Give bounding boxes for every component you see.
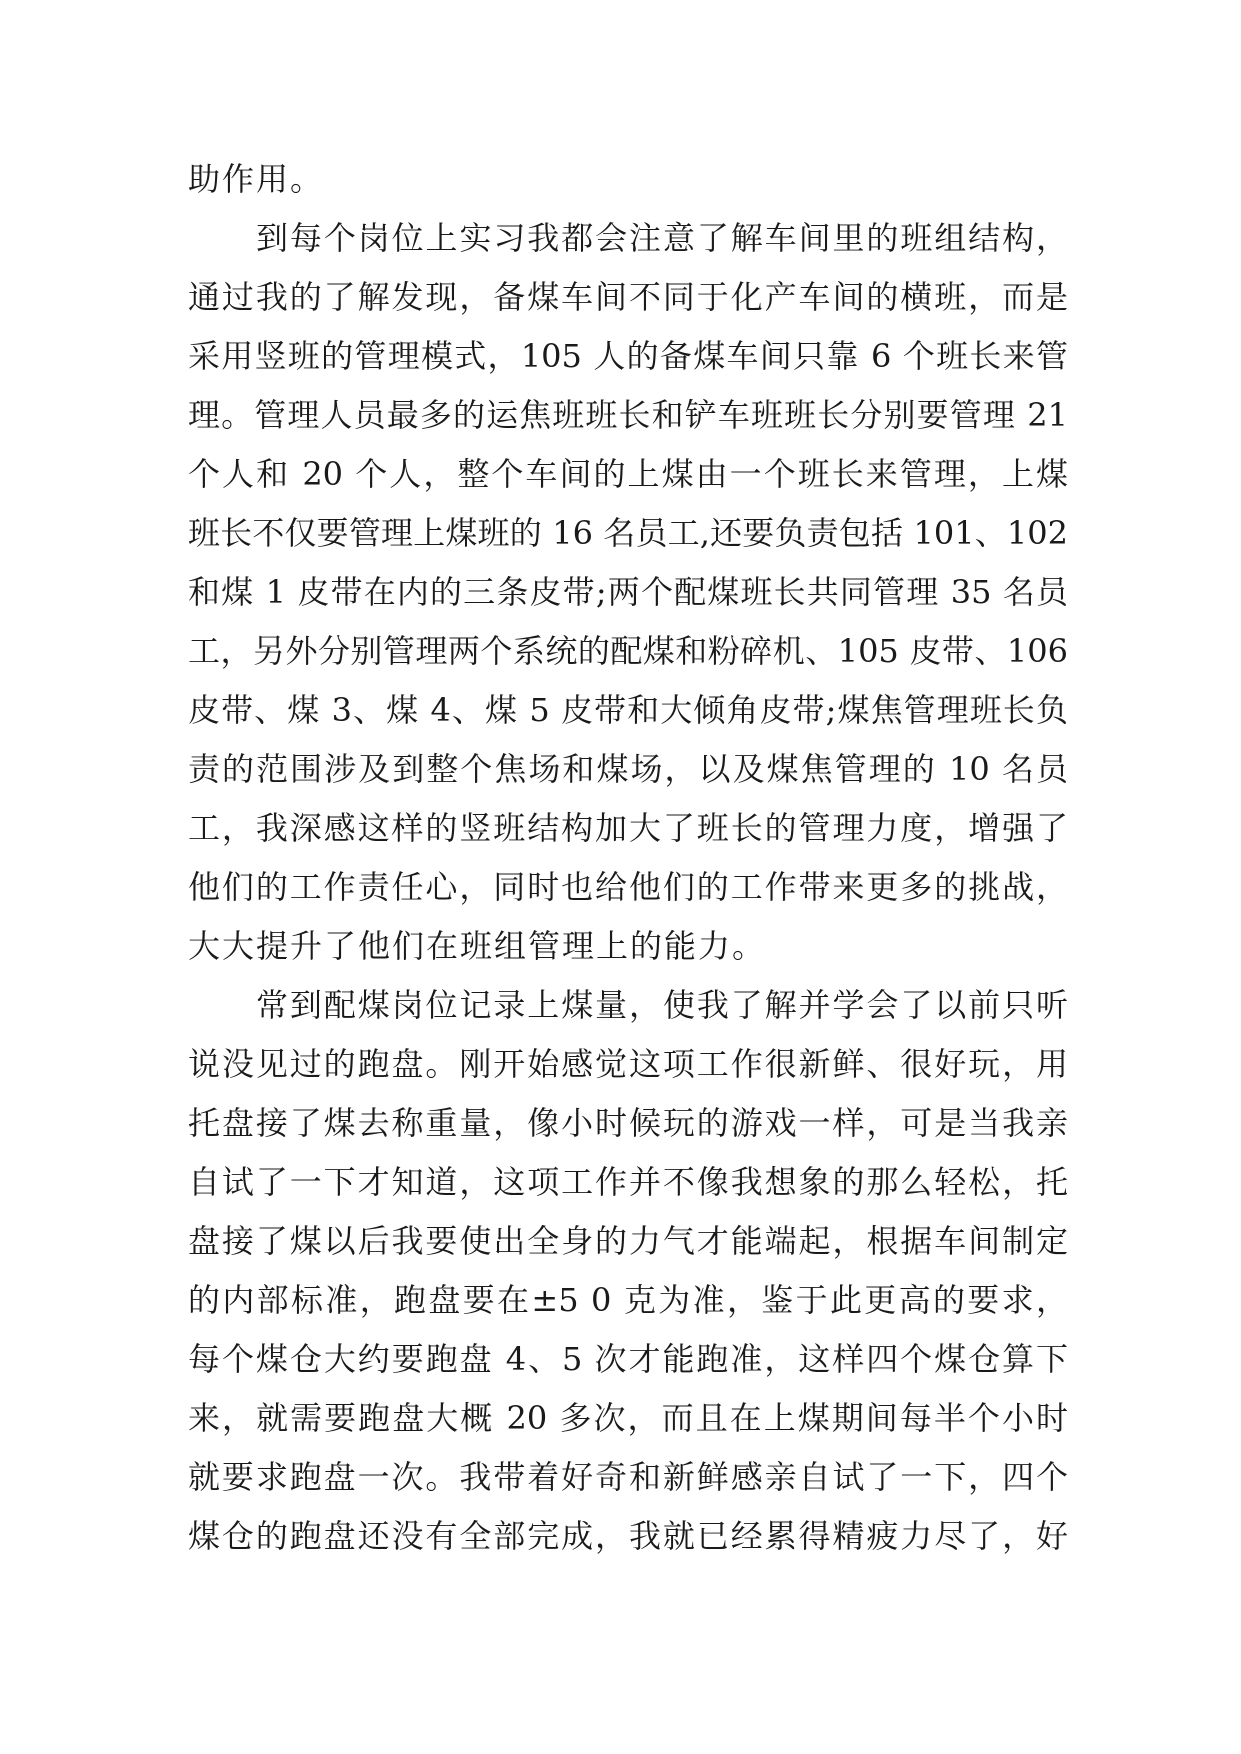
text-line: 班长不仅要管理上煤班的 16 名员工,还要负责包括 101、102 <box>188 514 1068 552</box>
text-line: 自试了一下才知道，这项工作并不像我想象的那么轻松，托 <box>188 1163 1068 1201</box>
text-line: 的内部标准，跑盘要在±5 0 克为准，鉴于此更高的要求， <box>188 1281 1068 1319</box>
text-line: 到每个岗位上实习我都会注意了解车间里的班组结构， <box>256 219 1068 257</box>
text-line: 他们的工作责任心，同时也给他们的工作带来更多的挑战， <box>188 868 1068 906</box>
text-line: 个人和 20 个人，整个车间的上煤由一个班长来管理，上煤 <box>188 455 1068 493</box>
text-line: 每个煤仓大约要跑盘 4、5 次才能跑准，这样四个煤仓算下 <box>188 1340 1068 1378</box>
text-line: 工，我深感这样的竖班结构加大了班长的管理力度，增强了 <box>188 809 1068 847</box>
text-line: 来，就需要跑盘大概 20 多次，而且在上煤期间每半个小时 <box>188 1399 1068 1437</box>
text-line: 就要求跑盘一次。我带着好奇和新鲜感亲自试了一下，四个 <box>188 1458 1068 1496</box>
text-line: 煤仓的跑盘还没有全部完成，我就已经累得精疲力尽了，好 <box>188 1517 1068 1555</box>
text-line: 托盘接了煤去称重量，像小时候玩的游戏一样，可是当我亲 <box>188 1104 1068 1142</box>
text-line: 助作用。 <box>188 160 325 198</box>
text-line: 采用竖班的管理模式，105 人的备煤车间只靠 6 个班长来管 <box>188 337 1068 375</box>
body-text <box>188 150 1068 1566</box>
text-line: 皮带、煤 3、煤 4、煤 5 皮带和大倾角皮带;煤焦管理班长负 <box>188 691 1068 729</box>
text-line: 通过我的了解发现，备煤车间不同于化产车间的横班，而是 <box>188 278 1068 316</box>
text-line: 说没见过的跑盘。刚开始感觉这项工作很新鲜、很好玩，用 <box>188 1045 1068 1083</box>
text-line: 和煤 1 皮带在内的三条皮带;两个配煤班长共同管理 35 名员 <box>188 573 1068 611</box>
text-line: 理。管理人员最多的运焦班班长和铲车班班长分别要管理 21 <box>188 396 1068 434</box>
text-line: 大大提升了他们在班组管理上的能力。 <box>188 927 767 965</box>
text-line: 工，另外分别管理两个系统的配煤和粉碎机、105 皮带、106 <box>188 632 1068 670</box>
text-line: 盘接了煤以后我要使出全身的力气才能端起，根据车间制定 <box>188 1222 1068 1260</box>
text-line: 常到配煤岗位记录上煤量，使我了解并学会了以前只听 <box>256 986 1068 1024</box>
text-line: 责的范围涉及到整个焦场和煤场，以及煤焦管理的 10 名员 <box>188 750 1068 788</box>
